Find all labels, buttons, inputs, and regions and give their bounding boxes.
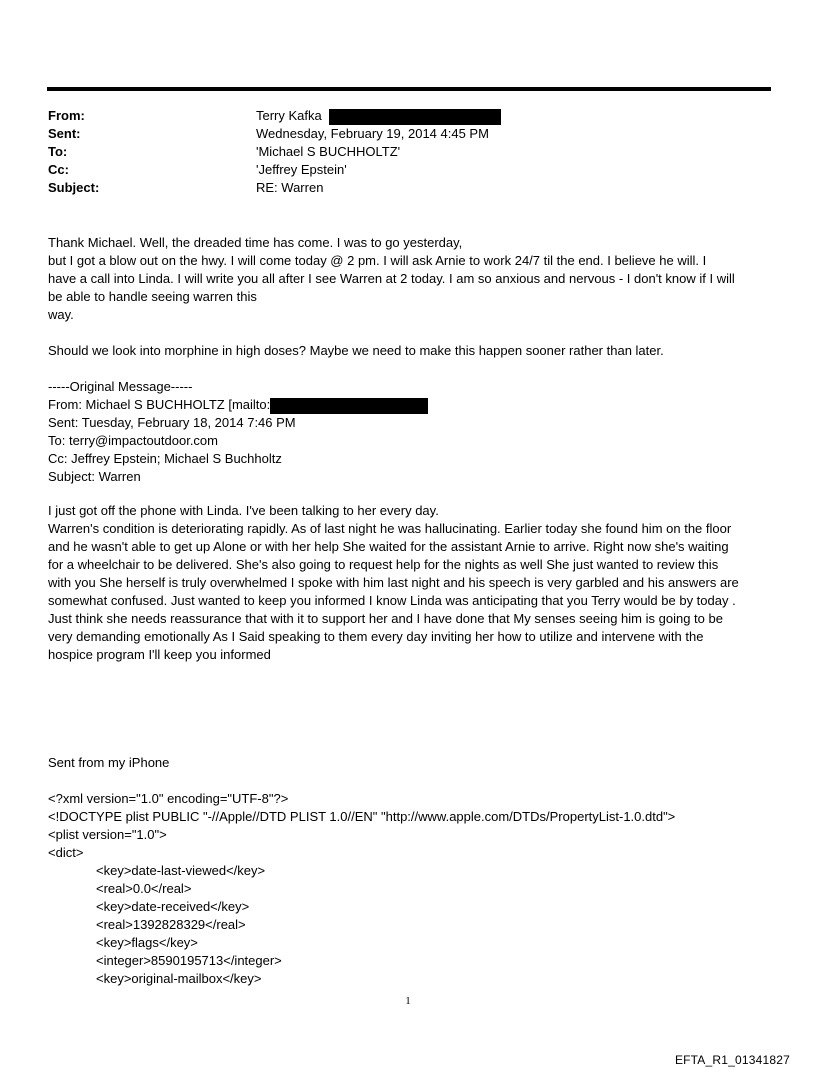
plist-line: <!DOCTYPE plist PUBLIC "-//Apple//DTD PLIST 1.0//EN" "http://www.apple.com/DTDs/PropertyList-1.0.dtd"> <box>48 809 676 824</box>
subject-label: Subject: <box>48 180 100 195</box>
from-name: Terry Kafka <box>256 108 322 123</box>
original-body-line: Warren's condition is deteriorating rapidly. As of last night he was hallucinating. Earlier today she found him on the floor <box>48 521 732 536</box>
plist-line: <integer>8590195713</integer> <box>96 953 282 968</box>
original-from <box>48 396 770 414</box>
to-value: 'Michael S BUCHHOLTZ' <box>256 144 401 159</box>
original-body-line: I just got off the phone with Linda. I've been talking to her every day. <box>48 503 439 518</box>
header-rule <box>47 87 771 91</box>
cc-value: 'Jeffrey Epstein' <box>256 162 347 177</box>
plist-line: <key>date-received</key> <box>96 899 250 914</box>
reply-body <box>48 234 770 324</box>
redaction-bar <box>270 398 428 414</box>
original-from-text: From: Michael S BUCHHOLTZ [mailto: <box>48 397 271 412</box>
original-body-line: Just think she needs reassurance that with it to support her and I have done that My senses seeing him is going to be <box>48 611 723 626</box>
redaction-bar <box>329 109 501 125</box>
subject-value: RE: Warren <box>256 180 324 195</box>
original-subject: Subject: Warren <box>48 469 141 484</box>
plist-line: <key>flags</key> <box>96 935 198 950</box>
original-to: To: terry@impactoutdoor.com <box>48 433 218 448</box>
plist-line: <key>original-mailbox</key> <box>96 971 262 986</box>
reply-line: Thank Michael. Well, the dreaded time has come. I was to go yesterday, <box>48 235 463 250</box>
original-body-line: and he wasn't able to get up Alone or with her help She waited for the assistant Arnie to arrive. Right now she's waiting <box>48 539 729 554</box>
plist-line: <?xml version="1.0" encoding="UTF-8"?> <box>48 791 289 806</box>
plist-line: <plist version="1.0"> <box>48 827 167 842</box>
from-label: From: <box>48 108 85 123</box>
plist-block <box>48 790 675 988</box>
original-message-header <box>48 378 770 486</box>
reply-line: way. <box>48 307 74 322</box>
reply-question-text: Should we look into morphine in high doses? Maybe we need to make this happen sooner rather than later. <box>48 343 664 358</box>
reply-line: be able to handle seeing warren this <box>48 289 257 304</box>
original-body-line: somewhat confused. Just wanted to keep you informed I know Linda was anticipating that you Terry would be by today . <box>48 593 736 608</box>
plist-line: <real>1392828329</real> <box>96 917 246 932</box>
original-divider: -----Original Message----- <box>48 379 193 394</box>
reply-question <box>48 342 770 360</box>
reply-line: but I got a blow out on the hwy. I will come today @ 2 pm. I will ask Arnie to work 24/7 til the end. I believe he will. I <box>48 253 707 268</box>
page-number: 1 <box>405 995 411 1007</box>
signature-text: Sent from my iPhone <box>48 755 170 770</box>
plist-line: <dict> <box>48 845 84 860</box>
original-body <box>48 502 770 664</box>
original-body-line: with you She herself is truly overwhelmed I spoke with him last night and his speech is very garbled and his answers are <box>48 575 739 590</box>
signature <box>48 754 770 772</box>
to-label: To: <box>48 144 68 159</box>
original-body-line: hospice program I'll keep you informed <box>48 647 271 662</box>
cc-label: Cc: <box>48 162 69 177</box>
original-body-line: very demanding emotionally As I Said speaking to them every day inviting her how to utilize and intervene with the <box>48 629 704 644</box>
plist-line: <real>0.0</real> <box>96 881 192 896</box>
reply-line: have a call into Linda. I will write you all after I see Warren at 2 today. I am so anxious and nervous - I don't know if I will <box>48 271 735 286</box>
plist-line: <key>date-last-viewed</key> <box>96 863 266 878</box>
original-cc: Cc: Jeffrey Epstein; Michael S Buchholtz <box>48 451 282 466</box>
sent-label: Sent: <box>48 126 81 141</box>
sent-value: Wednesday, February 19, 2014 4:45 PM <box>256 126 489 141</box>
from-value <box>256 107 501 125</box>
original-sent: Sent: Tuesday, February 18, 2014 7:46 PM <box>48 415 296 430</box>
bates-number: EFTA_R1_01341827 <box>674 1053 790 1067</box>
original-body-line: for a wheelchair to be delivered. She's also going to request help for the nights as well She just wanted to review this <box>48 557 719 572</box>
